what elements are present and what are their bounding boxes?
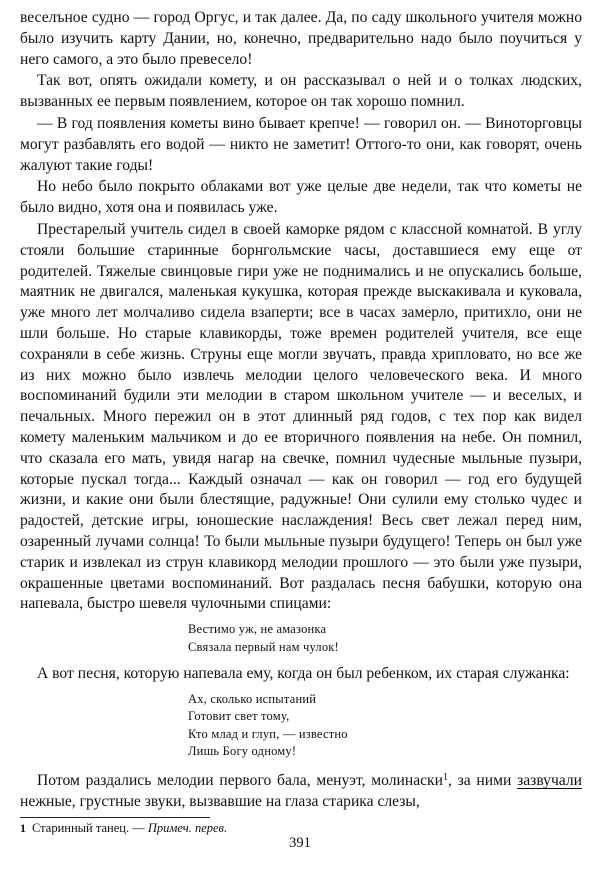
- paragraph-0: веселъное судно — город Оргус, и так далее. Да, по саду школьного учителя можно было изучить карту Дании, но, конечно, предварительно надо было поучиться у него самого, а это было превесело!: [20, 9, 582, 68]
- paragraph-6: [20, 771, 582, 813]
- paragraph-1: Так вот, опять ожидали комету, и он рассказывал о ней и о толках людских, вызванных ее первым появлением, которое он так хорошо помнил.: [20, 72, 582, 111]
- verse-line: Лишь Богу одному!: [188, 744, 297, 759]
- paragraph-2: — В год появления кометы вино бывает крепче! — говорил он. — Виноторговцы могут разбавлять его водой — никто не заметит! Оттого-то они, как говорят, очень жалуют такие годы!: [20, 114, 582, 174]
- paragraph-4: Престарелый учитель сидел в своей каморке рядом с классной комнатой. В углу стояли большие старинные борнгольмские часы, доставшиеся ему еще от родителей. Тяжелые свинцовые гири уже не поднимались и не опускались больше, маятник не двигался, маленькая кукушка, которая прежде выскакивала и куковала, уже много лет молчаливо сидела взаперти; все в часах замерло, притихло, они не шли больше. Но старые клавикорды, тоже времен родителей учителя, все еще сохраняли в себе жизнь. Струны еще могли звучать, правда хрипловато, но все же из них можно было извлечь мелодии целого человеческого века. И много воспоминаний будили эти мелодии в старом школьном учителе — и веселых, и печальных. Много пережил он в этот длинный ряд годов, с тех пор как видел комету маленьким мальчиком и до ее вторичного появления на небе. Он помнил, что сказала его мать, увидя нагар на свечке, помнил чудесные мыльные пузыри, которые пускал тогда... Каждый означал — как он говорил — год его будущей жизни, и какие они были блестящие, радужные! Они сулили ему столько чудес и радостей, детские игры, юношеские наслаждения! Весь свет лежал перед ним, озаренный лучами солнца! То были мыльные пузыри будущего! Теперь он был уже старик и извлекал из струн клавикорд мелодии прошлого — это были уже пузыри, окрашенные цветами воспоминаний. Вот раздалась песня бабушки, которую она напевала, быстро шевеля чулочными спицами:: [20, 220, 582, 613]
- footnote: [20, 820, 582, 837]
- footnote-translator-note: Примеч. перев.: [147, 820, 228, 835]
- verse-line: Связала первый нам чулок!: [188, 639, 339, 654]
- footnote-text: Старинный танец. —: [32, 820, 148, 835]
- verse-line: Готовит свет тому,: [188, 709, 290, 724]
- verse-line: Ах, сколько испытаний: [188, 691, 317, 706]
- paragraph-5: А вот песня, которую напевала ему, когда он был ребенком, их старая служанка:: [37, 665, 570, 683]
- verse-line: Вестимо уж, не амазонка: [188, 622, 327, 637]
- underlined-word: зазвучали: [517, 771, 582, 789]
- paragraph-6-end: нежные, грустные звуки, вызвавшие на глаза старика слезы,: [20, 792, 420, 810]
- verse-line: Кто млад и глуп, — известно: [188, 726, 348, 741]
- page-number: 391: [289, 835, 311, 851]
- paragraph-6-continuation: , за ними: [447, 771, 512, 789]
- footnote-marker: 1: [20, 820, 26, 835]
- verse-grandmother-song: [188, 621, 582, 656]
- page-body: [20, 8, 582, 837]
- paragraph-6-text: Потом раздались мелодии первого бала, менуэт, молинаски: [37, 771, 443, 789]
- footnote-divider: [20, 817, 210, 818]
- verse-servant-song: [188, 691, 582, 761]
- footnote-reference: 1: [442, 771, 448, 783]
- paragraph-3: Но небо было покрыто облаками вот уже целые две недели, так что кометы не было видно, хотя она и появилась уже.: [20, 178, 582, 217]
